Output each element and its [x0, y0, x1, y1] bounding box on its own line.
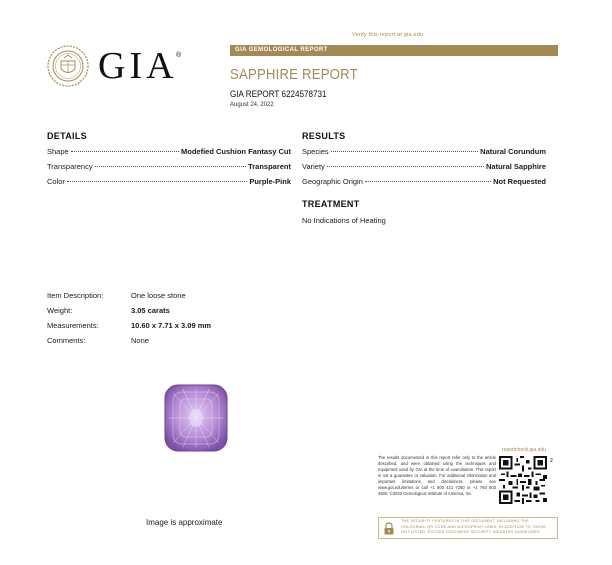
results-label: Variety: [302, 162, 325, 171]
details-value: Transparent: [248, 162, 291, 171]
item-row-description: [47, 291, 267, 306]
item-value: None: [131, 336, 149, 345]
leader-dots: [71, 151, 179, 152]
qr-code[interactable]: [499, 456, 547, 504]
results-row-species: [302, 147, 546, 162]
leader-dots: [365, 181, 491, 182]
results-label: Geographic Origin: [302, 177, 363, 186]
item-row-measurements: [47, 321, 267, 336]
leader-dots: [331, 151, 478, 152]
details-value: Purple-Pink: [249, 177, 291, 186]
report-title: SAPPHIRE REPORT: [230, 66, 358, 83]
leader-dots: [67, 181, 247, 182]
gia-wordmark: GIA: [98, 45, 178, 87]
item-row-comments: [47, 336, 267, 351]
disclaimer-text: The results documented in this report refer only to the article described, and were obtained using the techniques and equipment used by GIA at the time of examination. This report is not a guarantee or valuation. For additional information and important limitations and disclaimers, please see www.gia.edu/terms or call +1 800 421 7250 or +1 760 603 4500. ©2022 Gemological Institute of America, Inc.: [378, 455, 496, 496]
results-list: [302, 147, 546, 192]
item-info: [47, 291, 267, 351]
verify-link[interactable]: Verify this report at gia.edu: [352, 32, 424, 38]
lock-icon: [383, 522, 395, 535]
details-value: Modefied Cushion Fantasy Cut: [180, 147, 291, 156]
item-value: One loose stone: [131, 291, 186, 300]
results-value: Natural Corundum: [480, 147, 546, 156]
details-list: [47, 147, 291, 192]
registered-mark: ®: [176, 52, 182, 59]
treatment-heading: TREATMENT: [302, 199, 360, 209]
details-row-color: [47, 177, 291, 192]
item-label: Item Description:: [47, 291, 104, 300]
item-label: Comments:: [47, 336, 86, 345]
results-label: Species: [302, 147, 329, 156]
item-row-weight: [47, 306, 267, 321]
results-value: Natural Sapphire: [485, 162, 546, 171]
item-value: 10.60 x 7.71 x 3.09 mm: [131, 321, 212, 330]
item-label: Weight:: [47, 306, 73, 315]
results-value: Not Requested: [493, 177, 546, 186]
results-row-origin: [302, 177, 546, 192]
gemstone-image: [163, 383, 229, 453]
band-label: GIA GEMOLOGICAL REPORT: [235, 47, 328, 53]
report-date: August 24, 2022: [230, 102, 274, 108]
item-value: 3.05 carats: [131, 306, 170, 315]
leader-dots: [327, 166, 484, 167]
treatment-text: No Indications of Heating: [302, 216, 386, 225]
qr-number: 2: [550, 458, 553, 464]
gia-seal-icon: [47, 45, 89, 87]
security-text: THE SECURITY FEATURES IN THIS DOCUMENT, INCLUDING THE HOLOGRAM, QR CODE AND MICROPRINT LINES, IN ADDITION TO THOSE NOT LISTED, EXCEED DOCUMENT SECURITY INDUSTRY GUIDELINES.: [401, 519, 547, 534]
details-row-shape: [47, 147, 291, 162]
report-number: GIA REPORT 6224578731: [230, 89, 327, 99]
details-heading: DETAILS: [47, 131, 87, 141]
details-label: Shape: [47, 147, 69, 156]
results-row-variety: [302, 162, 546, 177]
item-label: Measurements:: [47, 321, 99, 330]
details-label: Transparency: [47, 162, 93, 171]
details-row-transparency: [47, 162, 291, 177]
report-check-link[interactable]: reportcheck.gia.edu: [502, 447, 546, 453]
results-heading: RESULTS: [302, 131, 346, 141]
image-caption: Image is approximate: [146, 518, 223, 527]
details-label: Color: [47, 177, 65, 186]
leader-dots: [95, 166, 246, 167]
